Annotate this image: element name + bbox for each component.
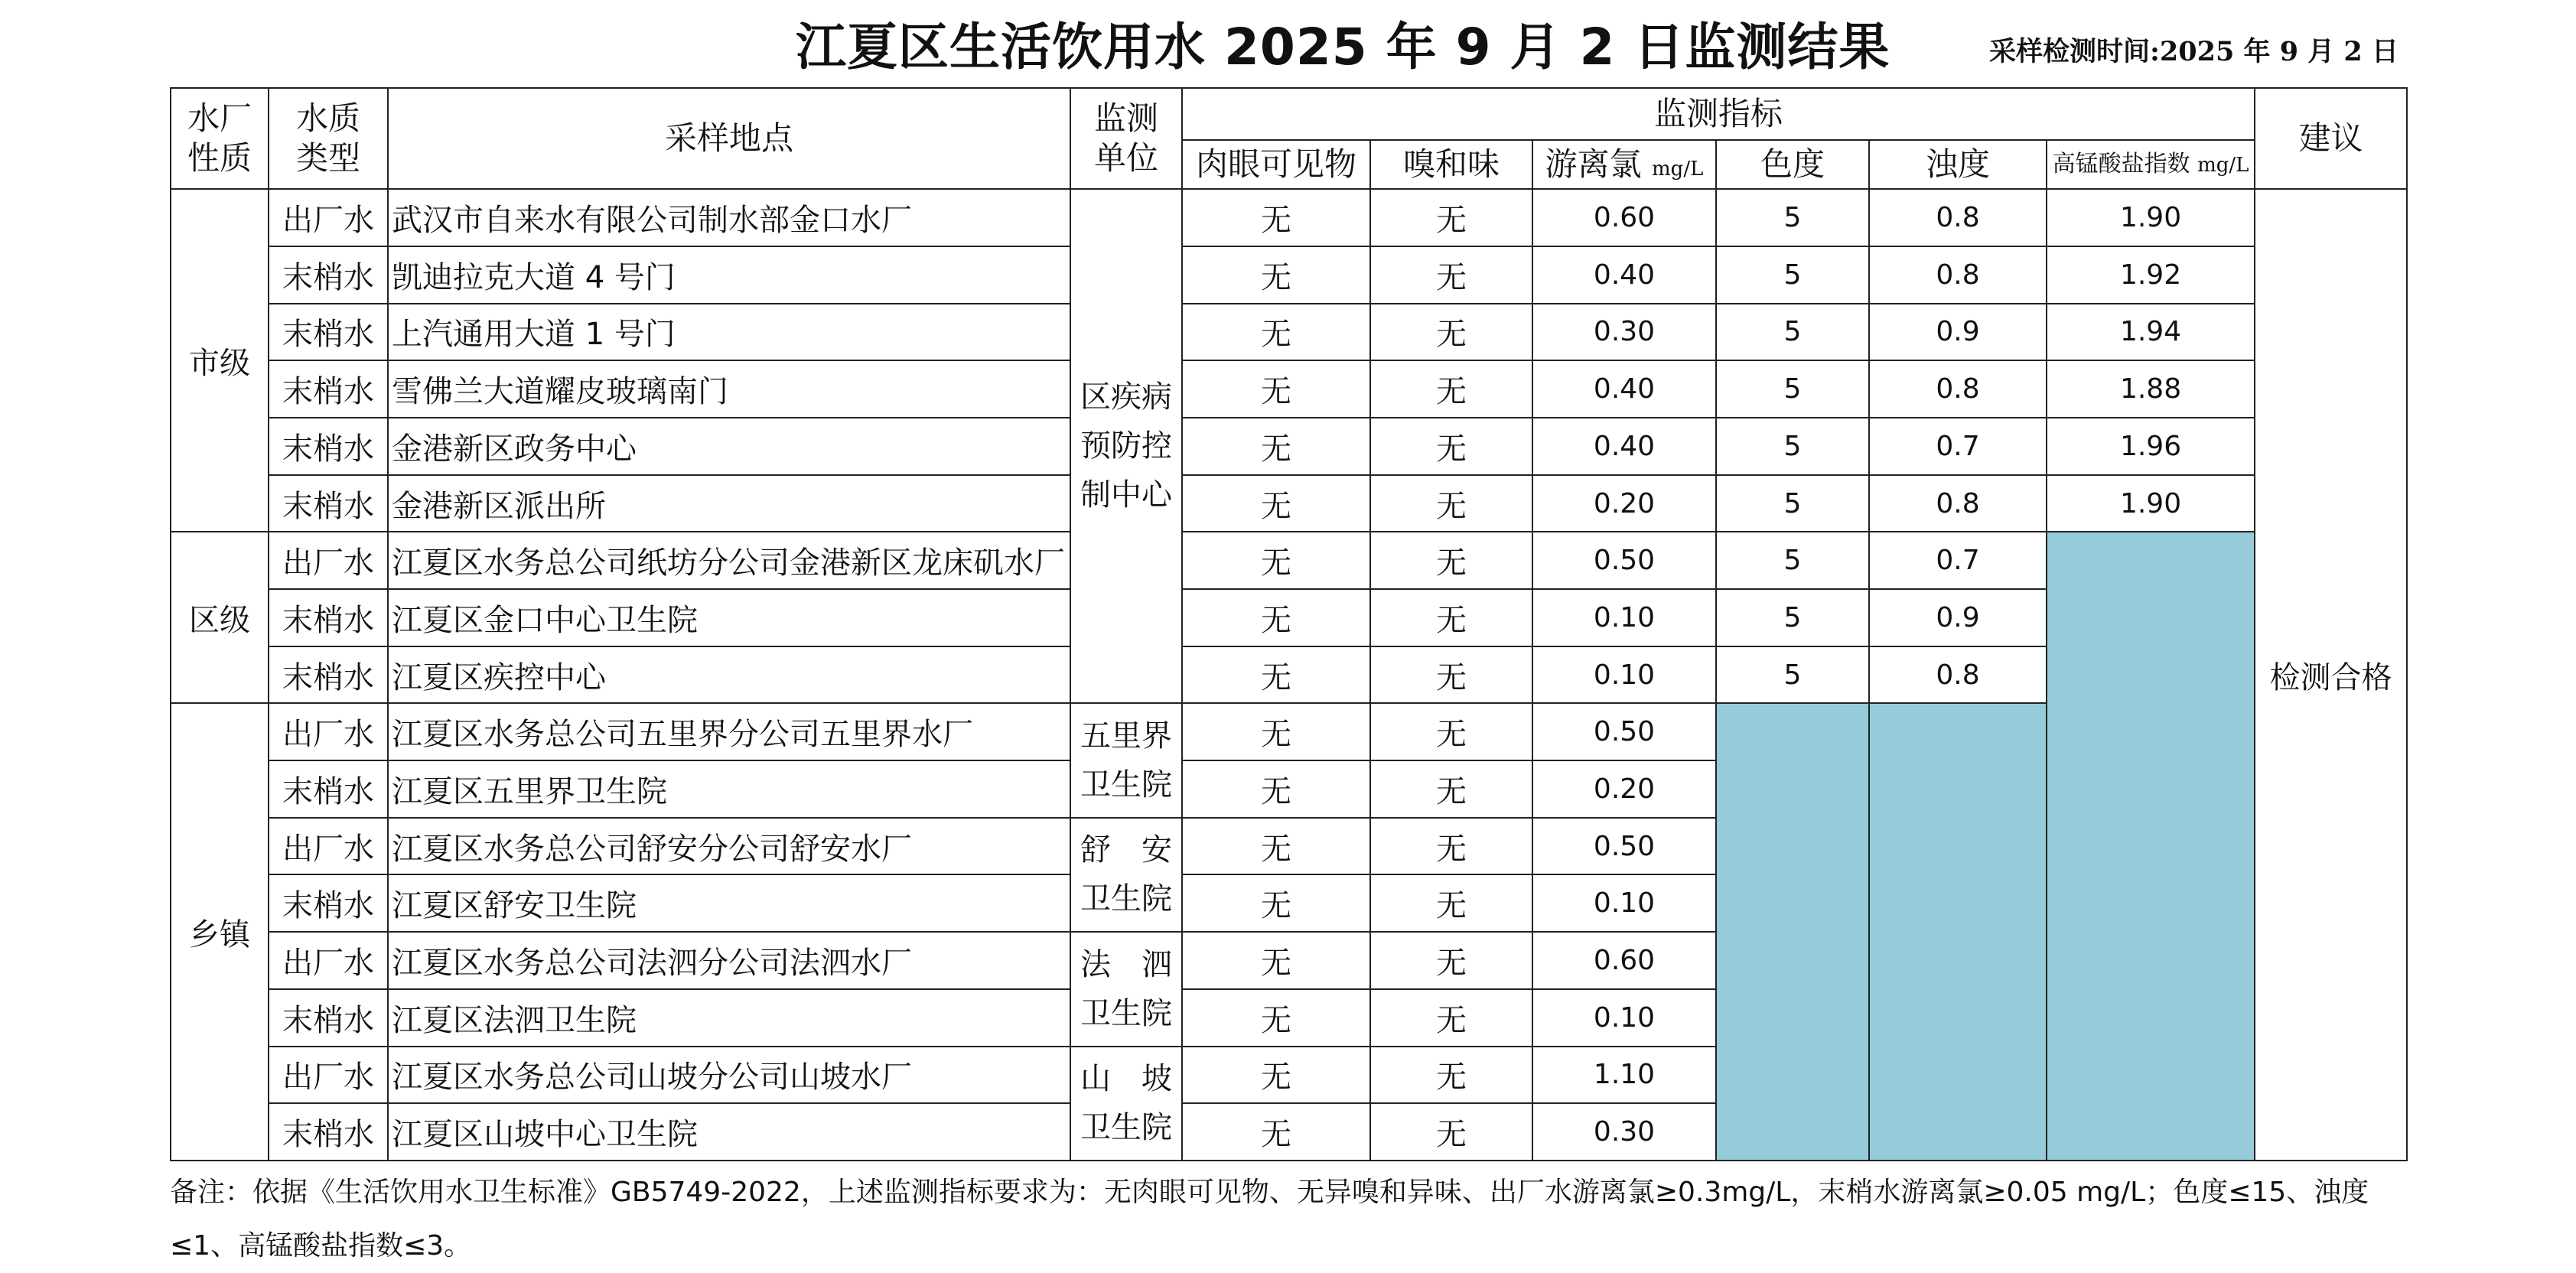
color-cell: 5 <box>1716 360 1869 418</box>
turbidity-cell: 0.8 <box>1869 475 2047 532</box>
table-row <box>171 532 2407 589</box>
header-odor: 嗅和味 <box>1370 140 1532 190</box>
location-cell: 江夏区金口中心卫生院 <box>388 589 1070 646</box>
chlorine-cell: 0.20 <box>1532 760 1716 818</box>
permanganate-not-tested <box>2047 532 2255 1161</box>
turbidity-cell: 0.8 <box>1869 189 2047 246</box>
turbidity-cell: 0.8 <box>1869 360 2047 418</box>
header-unit: 监测 单位 <box>1070 88 1182 189</box>
visible-cell: 无 <box>1182 874 1370 932</box>
permanganate-cell: 1.96 <box>2047 418 2255 475</box>
chlorine-cell: 0.10 <box>1532 646 1716 704</box>
visible-cell: 无 <box>1182 475 1370 532</box>
advice-cell: 检测合格 <box>2255 189 2407 1161</box>
visible-cell: 无 <box>1182 189 1370 246</box>
unit-fasi: 法 泗 卫生院 <box>1070 932 1182 1046</box>
header-advice: 建议 <box>2255 88 2407 189</box>
header-indicators: 监测指标 <box>1182 88 2255 140</box>
odor-cell: 无 <box>1370 246 1532 304</box>
turbidity-not-tested <box>1869 703 2047 1161</box>
odor-cell: 无 <box>1370 475 1532 532</box>
location-cell: 上汽通用大道 1 号门 <box>388 304 1070 361</box>
location-cell: 江夏区山坡中心卫生院 <box>388 1103 1070 1161</box>
location-cell: 雪佛兰大道耀皮玻璃南门 <box>388 360 1070 418</box>
turbidity-cell: 0.9 <box>1869 304 2047 361</box>
chlorine-cell: 0.60 <box>1532 932 1716 989</box>
header-permanganate: 高锰酸盐指数 mg/L <box>2047 140 2255 190</box>
header-visible: 肉眼可见物 <box>1182 140 1370 190</box>
visible-cell: 无 <box>1182 818 1370 875</box>
permanganate-cell: 1.94 <box>2047 304 2255 361</box>
header-location: 采样地点 <box>388 88 1070 189</box>
visible-cell: 无 <box>1182 360 1370 418</box>
location-cell: 江夏区水务总公司山坡分公司山坡水厂 <box>388 1047 1070 1104</box>
table-row <box>171 246 2407 304</box>
header-water-type: 水质 类型 <box>269 88 388 189</box>
location-cell: 江夏区水务总公司纸坊分公司金港新区龙床矶水厂 <box>388 532 1070 589</box>
water-type-cell: 末梢水 <box>269 646 388 704</box>
chlorine-cell: 0.20 <box>1532 475 1716 532</box>
location-cell: 金港新区派出所 <box>388 475 1070 532</box>
permanganate-cell: 1.88 <box>2047 360 2255 418</box>
header-chlorine: 游离氯 mg/L <box>1532 140 1716 190</box>
water-type-cell: 出厂水 <box>269 932 388 989</box>
visible-cell: 无 <box>1182 760 1370 818</box>
water-type-cell: 出厂水 <box>269 818 388 875</box>
chlorine-cell: 0.50 <box>1532 532 1716 589</box>
odor-cell: 无 <box>1370 818 1532 875</box>
chlorine-cell: 0.40 <box>1532 246 1716 304</box>
color-cell: 5 <box>1716 418 1869 475</box>
odor-cell: 无 <box>1370 360 1532 418</box>
chlorine-cell: 0.30 <box>1532 304 1716 361</box>
location-cell: 江夏区舒安卫生院 <box>388 874 1070 932</box>
table-row <box>171 475 2407 532</box>
visible-cell: 无 <box>1182 304 1370 361</box>
color-cell: 5 <box>1716 475 1869 532</box>
visible-cell: 无 <box>1182 1047 1370 1104</box>
header-turbidity: 浊度 <box>1869 140 2047 190</box>
unit-wulijie: 五里界 卫生院 <box>1070 703 1182 817</box>
water-type-cell: 末梢水 <box>269 874 388 932</box>
turbidity-cell: 0.8 <box>1869 246 2047 304</box>
odor-cell: 无 <box>1370 646 1532 704</box>
table-row <box>171 304 2407 361</box>
page-title: 江夏区生活饮用水 2025 年 9 月 2 日监测结果 <box>796 18 1890 77</box>
visible-cell: 无 <box>1182 932 1370 989</box>
location-cell: 江夏区法泗卫生院 <box>388 989 1070 1047</box>
color-cell: 5 <box>1716 589 1869 646</box>
unit-shuan: 舒 安 卫生院 <box>1070 818 1182 932</box>
chlorine-cell: 1.10 <box>1532 1047 1716 1104</box>
color-cell: 5 <box>1716 532 1869 589</box>
color-not-tested <box>1716 703 1869 1161</box>
group-district: 区级 <box>171 532 269 703</box>
water-type-cell: 末梢水 <box>269 304 388 361</box>
location-cell: 金港新区政务中心 <box>388 418 1070 475</box>
color-cell: 5 <box>1716 304 1869 361</box>
chlorine-cell: 0.50 <box>1532 818 1716 875</box>
chlorine-cell: 0.40 <box>1532 418 1716 475</box>
location-cell: 江夏区疾控中心 <box>388 646 1070 704</box>
water-type-cell: 出厂水 <box>269 1047 388 1104</box>
water-type-cell: 末梢水 <box>269 760 388 818</box>
sampling-time: 采样检测时间:2025 年 9 月 2 日 <box>1989 36 2399 67</box>
visible-cell: 无 <box>1182 703 1370 760</box>
water-type-cell: 末梢水 <box>269 475 388 532</box>
header-color: 色度 <box>1716 140 1869 190</box>
water-type-cell: 末梢水 <box>269 418 388 475</box>
group-city: 市级 <box>171 189 269 532</box>
header-row-1 <box>171 88 2407 140</box>
color-cell: 5 <box>1716 246 1869 304</box>
location-cell: 武汉市自来水有限公司制水部金口水厂 <box>388 189 1070 246</box>
visible-cell: 无 <box>1182 418 1370 475</box>
monitoring-results-table <box>170 87 2408 1161</box>
visible-cell: 无 <box>1182 532 1370 589</box>
water-type-cell: 出厂水 <box>269 703 388 760</box>
chlorine-cell: 0.60 <box>1532 189 1716 246</box>
water-type-cell: 末梢水 <box>269 1103 388 1161</box>
water-type-cell: 末梢水 <box>269 589 388 646</box>
chlorine-cell: 0.10 <box>1532 989 1716 1047</box>
odor-cell: 无 <box>1370 1103 1532 1161</box>
water-type-cell: 出厂水 <box>269 189 388 246</box>
visible-cell: 无 <box>1182 1103 1370 1161</box>
table-row <box>171 418 2407 475</box>
visible-cell: 无 <box>1182 646 1370 704</box>
visible-cell: 无 <box>1182 246 1370 304</box>
chlorine-cell: 0.10 <box>1532 874 1716 932</box>
water-type-cell: 末梢水 <box>269 360 388 418</box>
footnote-remark: 备注：依据《生活饮用水卫生标准》GB5749-2022，上述监测指标要求为：无肉眼可见物、无异嗅和异味、出厂水游离氯≥0.3mg/L，末梢水游离氯≥0.05 mg/L；色度≤15、浊度≤1、高锰酸盐指数≤3。 <box>170 1177 2369 1262</box>
odor-cell: 无 <box>1370 189 1532 246</box>
chlorine-cell: 0.30 <box>1532 1103 1716 1161</box>
odor-cell: 无 <box>1370 1047 1532 1104</box>
visible-cell: 无 <box>1182 589 1370 646</box>
color-cell: 5 <box>1716 189 1869 246</box>
chlorine-cell: 0.50 <box>1532 703 1716 760</box>
odor-cell: 无 <box>1370 760 1532 818</box>
water-type-cell: 出厂水 <box>269 532 388 589</box>
location-cell: 江夏区水务总公司法泗分公司法泗水厂 <box>388 932 1070 989</box>
permanganate-cell: 1.90 <box>2047 475 2255 532</box>
odor-cell: 无 <box>1370 989 1532 1047</box>
permanganate-cell: 1.90 <box>2047 189 2255 246</box>
chlorine-cell: 0.10 <box>1532 589 1716 646</box>
unit-shanpo: 山 坡 卫生院 <box>1070 1047 1182 1161</box>
location-cell: 江夏区五里界卫生院 <box>388 760 1070 818</box>
odor-cell: 无 <box>1370 589 1532 646</box>
visible-cell: 无 <box>1182 989 1370 1047</box>
unit-cdc: 区疾病 预防控 制中心 <box>1070 189 1182 703</box>
odor-cell: 无 <box>1370 874 1532 932</box>
water-type-cell: 末梢水 <box>269 246 388 304</box>
turbidity-cell: 0.9 <box>1869 589 2047 646</box>
header-plant-type: 水厂 性质 <box>171 88 269 189</box>
group-town: 乡镇 <box>171 703 269 1161</box>
odor-cell: 无 <box>1370 932 1532 989</box>
color-cell: 5 <box>1716 646 1869 704</box>
chlorine-cell: 0.40 <box>1532 360 1716 418</box>
table-row <box>171 189 2407 246</box>
turbidity-cell: 0.7 <box>1869 418 2047 475</box>
permanganate-cell: 1.92 <box>2047 246 2255 304</box>
odor-cell: 无 <box>1370 304 1532 361</box>
odor-cell: 无 <box>1370 418 1532 475</box>
odor-cell: 无 <box>1370 532 1532 589</box>
turbidity-cell: 0.7 <box>1869 532 2047 589</box>
turbidity-cell: 0.8 <box>1869 646 2047 704</box>
table-row <box>171 360 2407 418</box>
location-cell: 江夏区水务总公司五里界分公司五里界水厂 <box>388 703 1070 760</box>
location-cell: 江夏区水务总公司舒安分公司舒安水厂 <box>388 818 1070 875</box>
location-cell: 凯迪拉克大道 4 号门 <box>388 246 1070 304</box>
water-type-cell: 末梢水 <box>269 989 388 1047</box>
odor-cell: 无 <box>1370 703 1532 760</box>
